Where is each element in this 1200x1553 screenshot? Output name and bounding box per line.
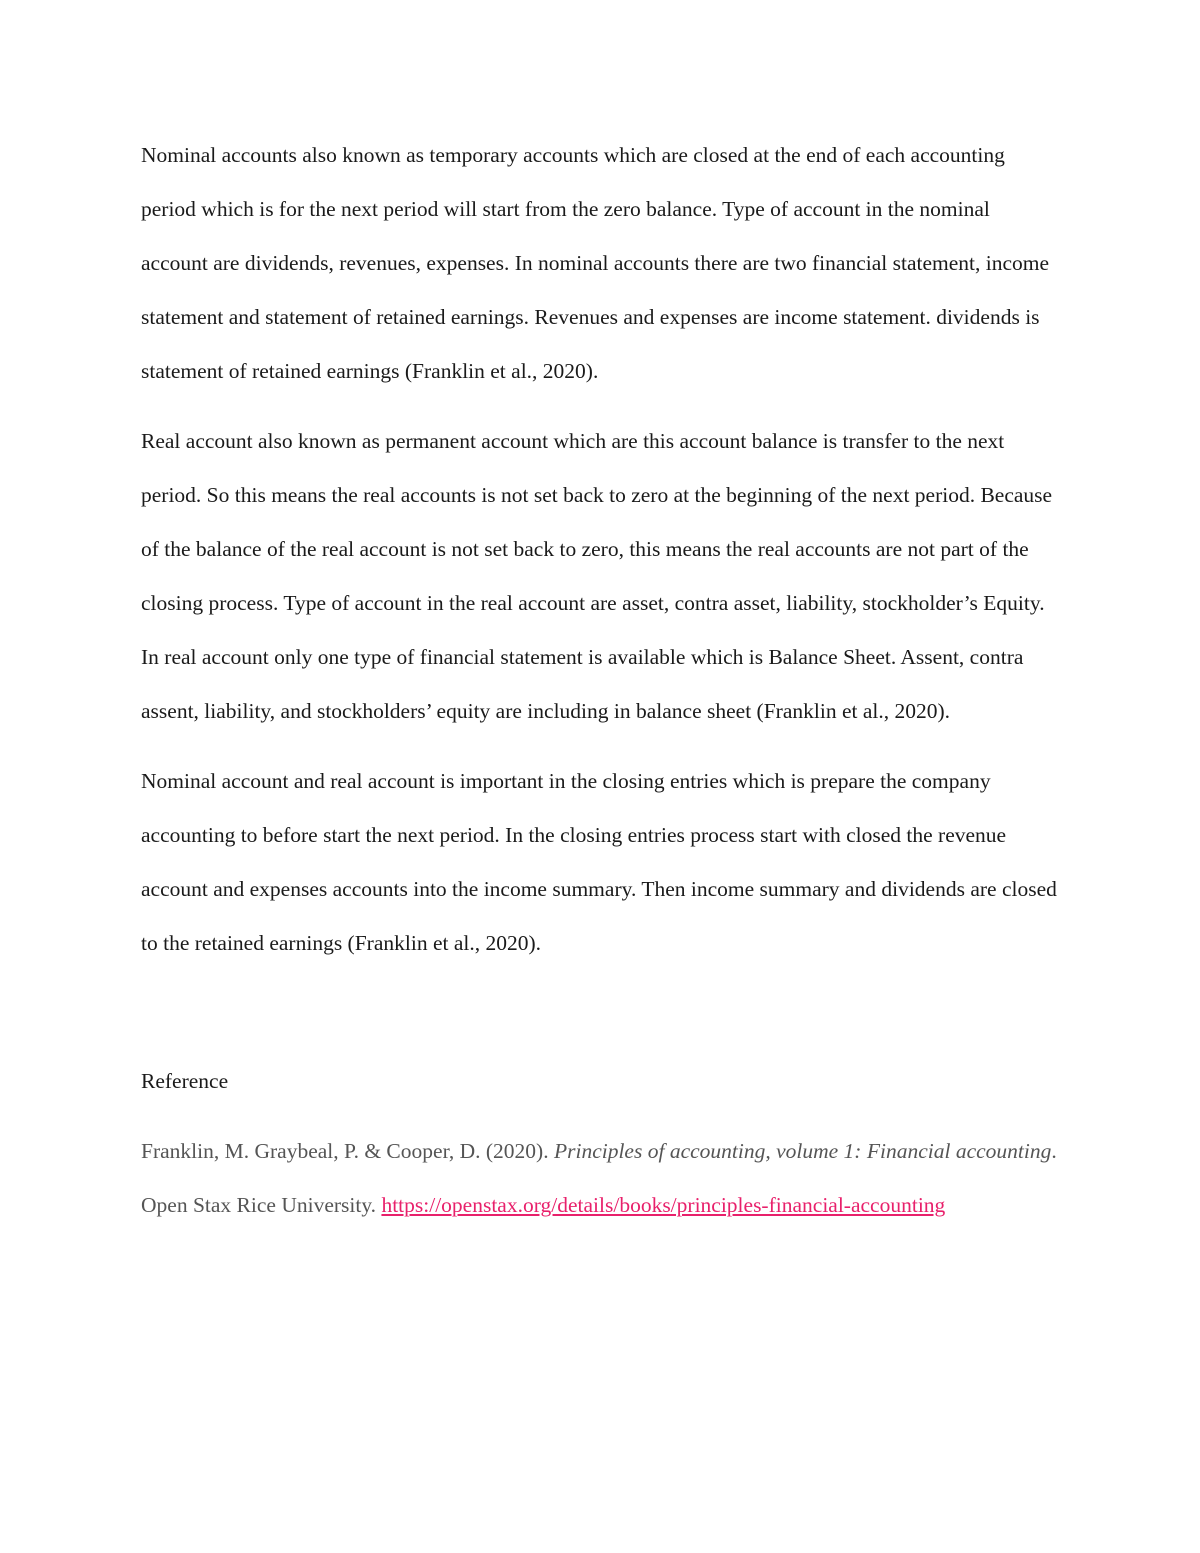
paragraph-nominal-accounts: Nominal accounts also known as temporary accounts which are closed at the end of each accounting period which is for the next period will start from the zero balance. Type of account in the nominal account are dividends, revenues, expenses. In nominal accounts there are two financial statement, income statement and statement of retained earnings. Revenues and expenses are income statement. dividends is statement of retained earnings (Franklin et al., 2020). (141, 143, 1050, 383)
reference-title: Principles of accounting, volume 1: Financial accounting (553, 1139, 1052, 1163)
paragraph-real-accounts: Real account also known as permanent account which are this account balance is transfer to the next period. So this means the real accounts is not set back to zero at the beginning of the next period. Because of the balance of the real account is not set back to zero, this means the real accounts are not part of the closing process. Type of account in the real account are asset, contra asset, liability, stockholder’s Equity. In real account only one type of financial statement is available which is Balance Sheet. Assent, contra assent, liability, and stockholders’ equity are including in balance sheet (Franklin et al., 2020). (141, 429, 1053, 723)
paragraph-closing-entries: Nominal account and real account is important in the closing entries which is prepare the company accounting to before start the next period. In the closing entries process start with closed the revenue account and expenses accounts into the income summary. Then income summary and dividends are closed to the retained earnings (Franklin et al., 2020). (141, 769, 1057, 955)
reference-heading: Reference (141, 1069, 229, 1093)
reference-entry (141, 1124, 1061, 1232)
reference-link[interactable]: https://openstax.org/details/books/principles-financial-accounting (381, 1193, 946, 1217)
reference-authors: Franklin, M. Graybeal, P. & Cooper, D. (2020). (141, 1139, 554, 1163)
document-body (141, 128, 1061, 1232)
reference-publisher: . Open Stax Rice University. (141, 1139, 1057, 1217)
